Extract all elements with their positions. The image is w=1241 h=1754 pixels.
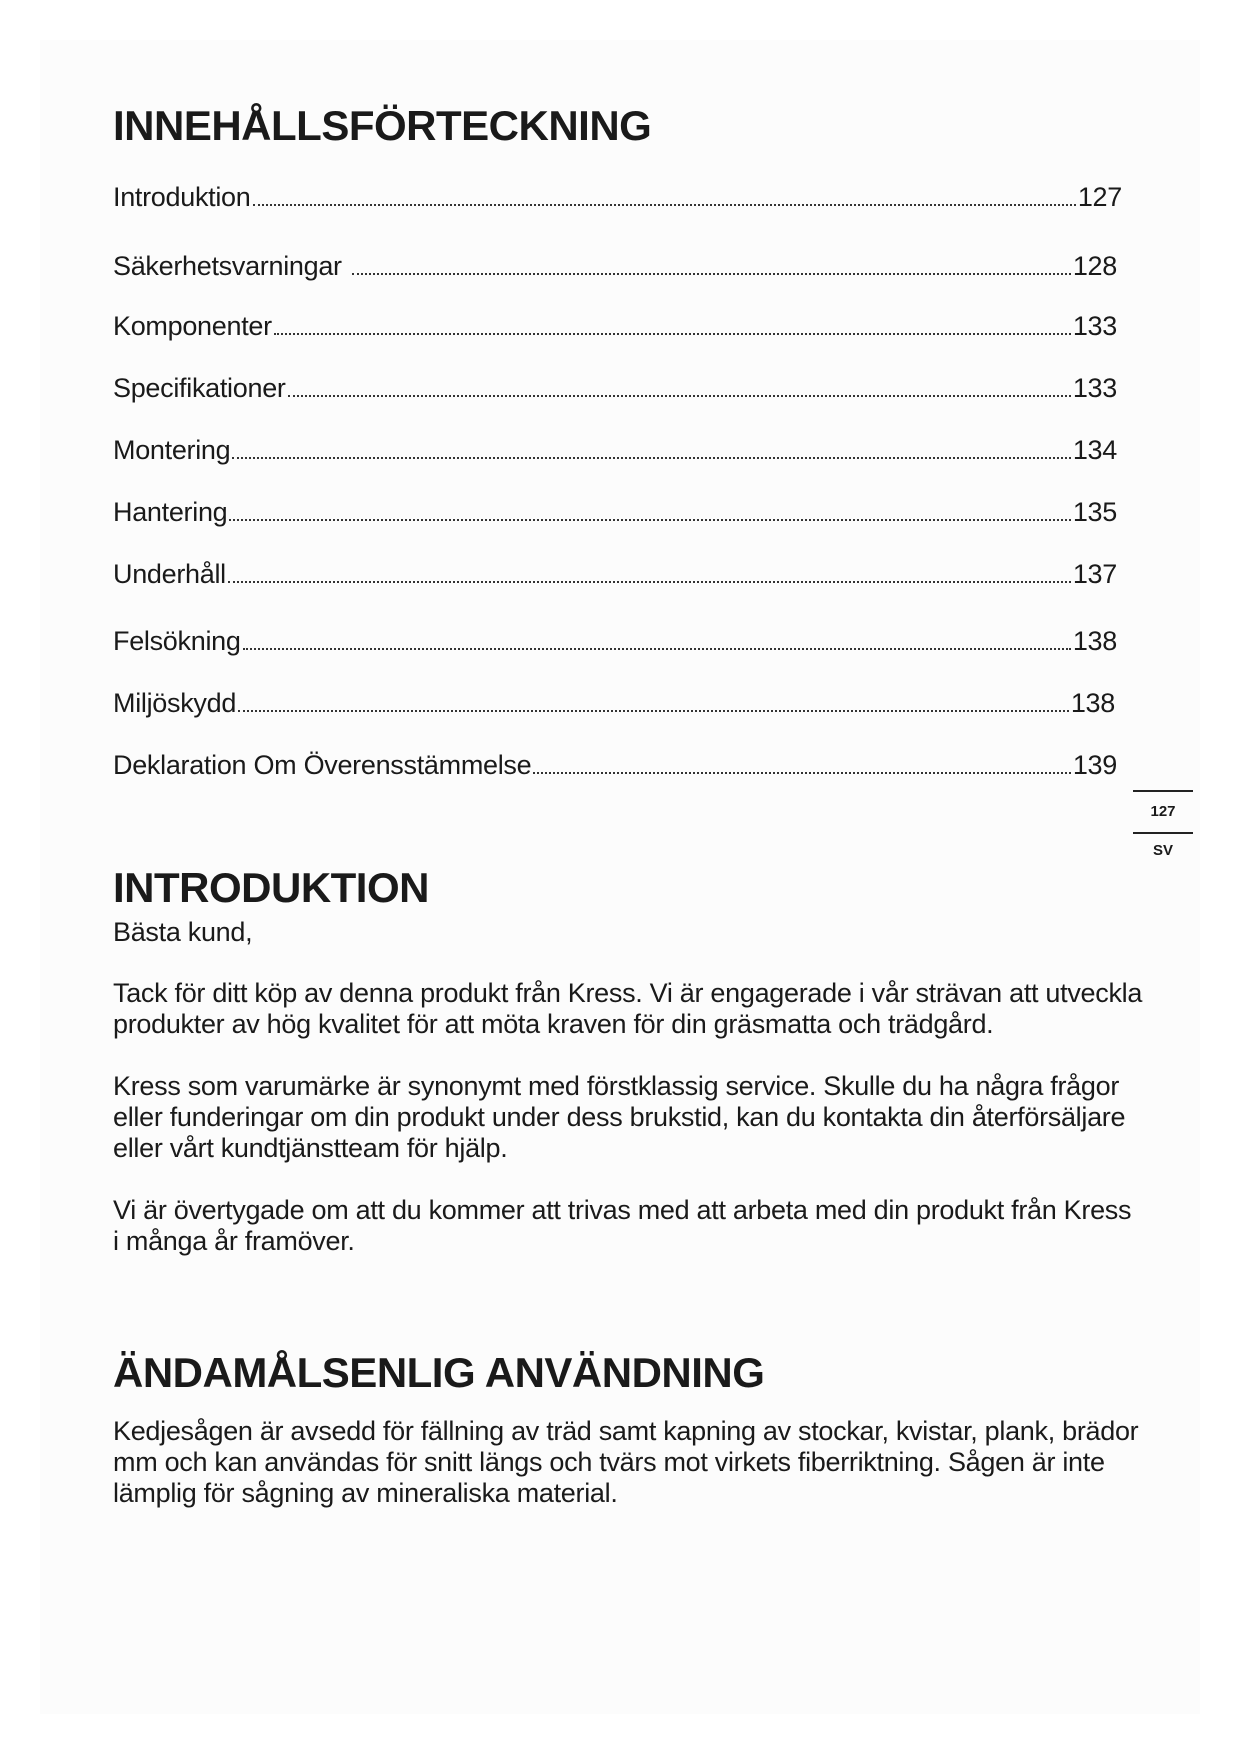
toc-entry-page: 139 bbox=[1072, 750, 1117, 780]
toc-entry-page: 138 bbox=[1070, 688, 1115, 718]
toc-leader-dots bbox=[274, 333, 1071, 335]
toc-entry-label: Hantering bbox=[113, 497, 228, 527]
toc-entry[interactable] bbox=[113, 496, 1117, 528]
toc-entry-page: 138 bbox=[1072, 626, 1117, 656]
toc-entry-label: Montering bbox=[113, 435, 231, 465]
toc-entry-label: Felsökning bbox=[113, 626, 241, 656]
toc-entry[interactable] bbox=[113, 250, 1117, 282]
toc-entry-page: 137 bbox=[1072, 559, 1117, 589]
toc-entry[interactable] bbox=[113, 372, 1117, 404]
toc-entry-page: 135 bbox=[1072, 497, 1117, 527]
toc-entry-label: Miljöskydd bbox=[113, 688, 237, 718]
toc-entry[interactable] bbox=[113, 558, 1117, 590]
toc-entry-label: Säkerhetsvarningar bbox=[113, 251, 342, 281]
page-number: 127 bbox=[1150, 803, 1176, 820]
toc-entry[interactable] bbox=[113, 434, 1117, 466]
toc-leader-dots bbox=[232, 457, 1070, 459]
intro-paragraph-1: Tack för ditt köp av denna produkt från Kress. Vi är engagerade i vår strävan att utveckla produkter av hög kvalitet för att möta kraven för din gräsmatta och trädgård. bbox=[113, 978, 1143, 1039]
toc-leader-dots bbox=[288, 395, 1071, 397]
toc-leader-dots bbox=[253, 204, 1076, 206]
toc-entry[interactable] bbox=[113, 181, 1122, 213]
intro-paragraph-2: Kress som varumärke är synonymt med förstklassig service. Skulle du ha några frågor eller funderingar om din produkt under dess brukstid, kan du kontakta din återförsäljare eller vårt kundtjänstteam för hjälp. bbox=[113, 1071, 1126, 1163]
toc-entry[interactable] bbox=[113, 625, 1117, 657]
toc-entry-page: 133 bbox=[1072, 311, 1117, 341]
intro-title: INTRODUKTION bbox=[113, 864, 429, 911]
toc-leader-dots bbox=[229, 519, 1070, 521]
toc-entry[interactable] bbox=[113, 310, 1117, 342]
usage-paragraph: Kedjesågen är avsedd för fällning av träd samt kapning av stockar, kvistar, plank, brädor mm och kan användas för snitt längs och tvärs mot virkets fiberriktning. Sågen är inte lämplig för sågning av mineraliska material. bbox=[113, 1416, 1139, 1508]
page-side-tab bbox=[1133, 790, 1193, 868]
toc-entry-page: 134 bbox=[1072, 435, 1117, 465]
toc-entry-label: Komponenter bbox=[113, 311, 272, 341]
toc-entry-page: 127 bbox=[1077, 182, 1122, 212]
language-code: SV bbox=[1152, 842, 1173, 859]
toc-entry-label: Underhåll bbox=[113, 559, 226, 589]
toc-entry[interactable] bbox=[113, 749, 1117, 781]
intro-greeting: Bästa kund, bbox=[113, 917, 253, 947]
toc-entry-label: Specifikationer bbox=[113, 373, 286, 403]
intro-paragraph-3: Vi är övertygade om att du kommer att trivas med att arbeta med din produkt från Kress i många år framöver. bbox=[113, 1195, 1132, 1256]
toc-entry-page: 133 bbox=[1072, 373, 1117, 403]
toc-entry[interactable] bbox=[113, 687, 1115, 719]
toc-leader-dots bbox=[533, 772, 1071, 774]
toc-title: INNEHÅLLSFÖRTECKNING bbox=[113, 102, 652, 149]
toc-leader-dots bbox=[243, 648, 1071, 650]
toc-entry-label: Deklaration Om Överensstämmelse bbox=[113, 750, 532, 780]
usage-title: ÄNDAMÅLSENLIG ANVÄNDNING bbox=[113, 1349, 765, 1396]
toc-leader-dots bbox=[352, 273, 1071, 275]
toc-entry-label: Introduktion bbox=[113, 182, 251, 212]
toc-leader-dots bbox=[238, 710, 1069, 712]
toc-leader-dots bbox=[228, 581, 1071, 583]
toc-entry-page: 128 bbox=[1072, 251, 1117, 281]
